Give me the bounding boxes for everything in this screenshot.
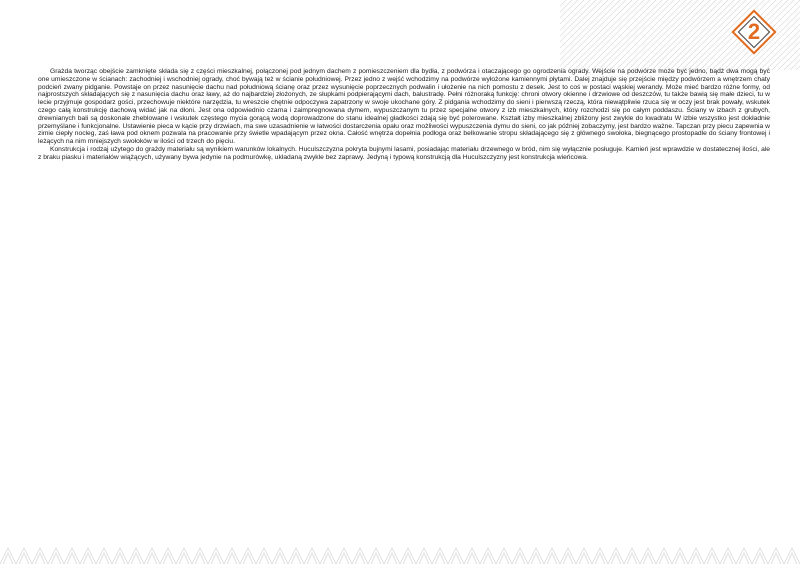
page-number-badge <box>730 8 778 56</box>
paragraph: Grażda tworząc obejście zamknięte składa się z części mieszkalnej, połączonej pod jednym dachem z pomieszczeniem dla bydła, z podwórza i otaczającego go ogrodzenia ogrady. Wejście na podwórze może być jedno, bądź dwa mogą być one umieszczone w ścianach: zachodniej i wschodniej ogrady, choć bywają też w ścianie południowej. Przez jedno z wejść wchodzimy na podwórze wyłożone kamiennymi płytami. Dalej znajduje się przejście między podwórzem a wnętrzem chaty podcień zwany pidganie. Powstaje on przez nasunięcie dachu nad południową ścianę oraz przez wysunięcie poprzecznych podwalin i ułożenie na nich pomostu z desek. Jest to coś w postaci wąskiej werandy. Może mieć bardzo różne formy, od najprostszych składających się z nasunięcia dachu oraz ławy, aż do najbardziej złożonych, ze słupkami podpierającymi dach, balustradę. Pełni różnoraką funkcję: chroni otwory okienne i drzwiowe od deszczów, tu także bawią się małe dzieci, tu w lecie przyjmuje gospodarz gości, przechowuje niektóre narzędzia, tu wreszcie chętnie odpoczywa zapatrzony w swoje ukochane góry. Z pidgania wchodzimy do sieni i pierwszą rzeczą, która niewątpliwie rzuca się w oczy jest brak powały, wskutek czego całą konstrukcję dachową widać jak na dłoni. Jest ona odpowiednio czarna i zaimpregnowana dymem, wypuszczanym tu przez specjalne otwory z izb mieszkalnych, który rozchodzi się po całym poddaszu. Ściany w izbach z grubych, drewnianych bali są doskonale zheblowane i wskutek częstego mycia gorącą wodą doprowadzone do stanu idealnej gładkości zdają się być polerowane. Kształt izby mieszkalnej zbliżony jest zwykle do kwadratu W izbie wszystko jest dokładnie przemyślane i funkcjonalne. Ustawienie pieca w kącie przy drzwiach, ma swe uzasadnienie w łatwości dostarczenia opału oraz możliwości wypuszczenia dymu do sieni, co jak później zobaczymy, jest bardzo ważne. Tapczan przy piecu zapewnia w zimie ciepły nocleg, zaś ława pod oknem pozwala na pracowanie przy świetle wpadającym przez okna. Całość wnętrza dopełnia podłoga oraz belkowanie stropu składającego się z głównego swołoka, biegnącego prostopadle do ściany frontowej i leżących na nim mniejszych swołoków w ilości od trzech do pięciu. <box>38 68 770 146</box>
paragraph: Konstrukcja i rodzaj użytego do grażdy materiału są wynikiem warunków lokalnych. Huculszczyzna pokryta bujnymi lasami, posiadając materiału drzewnego w bród, nim się wyłącznie posługuje. Kamień jest wprawdzie w dostatecznej ilości, ale z braku piasku i materiałów wiążących, używany bywa jedynie na podmurówkę, układaną zwykle bez zaprawy. Jedyną i typową konstrukcją dla Huculszczyzny jest konstrukcja wieńcowa. <box>38 145 770 161</box>
page-number: 2 <box>747 19 761 44</box>
body-text <box>38 68 770 162</box>
footer-ornament-pattern <box>0 544 800 566</box>
